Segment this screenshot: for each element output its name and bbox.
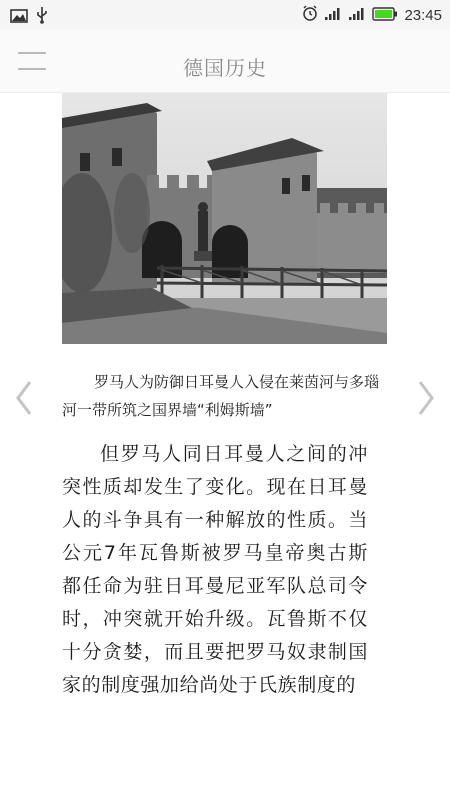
- page-title: 德国历史: [183, 56, 267, 80]
- signal-icon: [324, 6, 342, 25]
- chevron-right-icon[interactable]: [416, 378, 436, 418]
- battery-icon: [372, 6, 398, 25]
- clock-time: 23:45: [404, 6, 442, 24]
- photo-caption: 罗马人为防御日耳曼人入侵在莱茵河与多瑙河一带所筑之国界墙“利姆斯墙”: [62, 373, 380, 419]
- signal-icon: [348, 6, 366, 25]
- alarm-icon: [302, 5, 318, 25]
- image-icon: [10, 8, 28, 27]
- app-header: [0, 30, 450, 93]
- article-photo: [62, 93, 387, 344]
- status-bar: [0, 0, 450, 30]
- article-body: 但罗马人同日耳曼人之间的冲突性质却发生了变化。现在日耳曼人的斗争具有一种解放的性质。当公元7年瓦鲁斯被罗马皇帝奥古斯都任命为驻日耳曼尼亚军队总司令时，冲突就开始升级。瓦鲁斯不仅十分贪婪，而且要把罗马奴隶制国家的制度强加给尚处于氏族制度的: [62, 443, 368, 696]
- usb-icon: [36, 6, 48, 28]
- chevron-left-icon[interactable]: [14, 378, 34, 418]
